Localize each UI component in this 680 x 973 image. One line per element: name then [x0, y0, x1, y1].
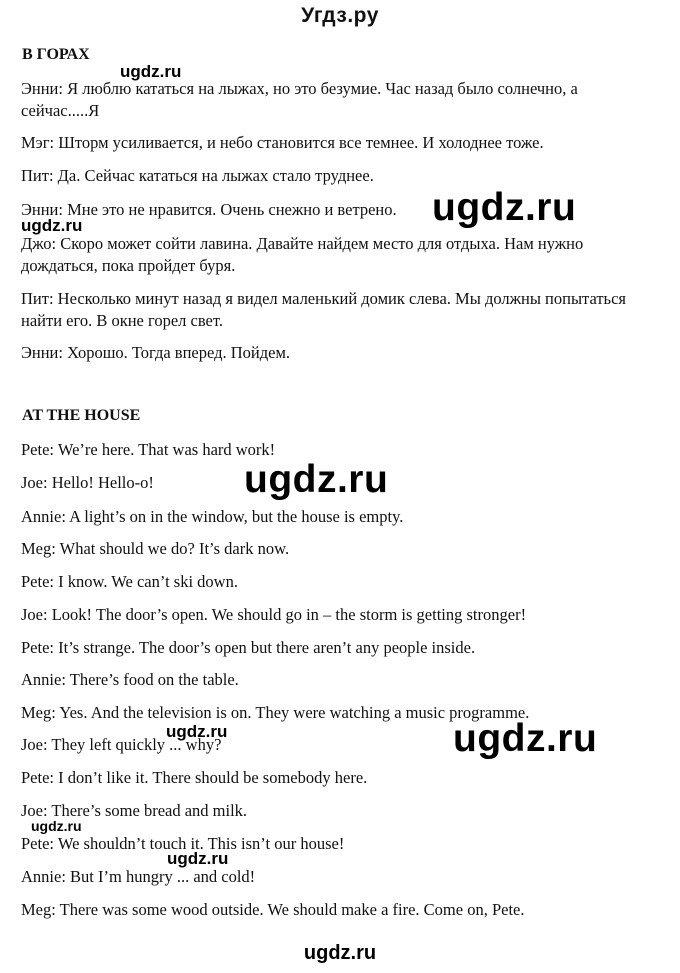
watermark: ugdz.ru — [432, 186, 577, 229]
watermark: ugdz.ru — [167, 849, 229, 868]
dialogue-line: Мэг: Шторм усиливается, и небо становится все темнее. И холоднее тоже. — [21, 133, 544, 152]
dialogue-line: Pete: We’re here. That was hard work! — [21, 440, 276, 459]
dialogue-line: Joe: They left quickly ... why? — [21, 735, 222, 754]
section-title-house: AT THE HOUSE — [22, 407, 141, 424]
site-header: Угдз.ру — [301, 4, 379, 27]
dialogue-line: Meg: Yes. And the television is on. They were watching a music programme. — [21, 703, 530, 722]
dialogue-line: Pete: We shouldn’t touch it. This isn’t our house! — [21, 834, 345, 853]
dialogue-line: Annie: There’s food on the table. — [21, 670, 239, 689]
watermark: ugdz.ru — [21, 216, 83, 235]
dialogue-line: Joe: There’s some bread and milk. — [21, 801, 248, 820]
watermark: ugdz.ru — [453, 717, 598, 760]
dialogue-line: Annie: But I’m hungry ... and cold! — [21, 867, 256, 886]
section-title-mountains: В ГОРАХ — [22, 46, 90, 63]
dialogue-line: Pete: I don’t like it. There should be somebody here. — [21, 768, 368, 787]
watermark: ugdz.ru — [244, 458, 389, 501]
dialogue-line: Meg: There was some wood outside. We should make a fire. Come on, Pete. — [21, 900, 525, 919]
dialogue-line: Пит: Да. Сейчас кататься на лыжах стало труднее. — [21, 166, 374, 185]
dialogue-line: Пит: Несколько минут назад я видел маленький домик слева. Мы должны попытаться найти его. В окне горел свет. — [21, 289, 626, 330]
dialogue-line: Joe: Hello! Hello-o! — [21, 473, 154, 492]
watermark: ugdz.ru — [31, 818, 82, 834]
dialogue-line: Джо: Скоро может сойти лавина. Давайте найдем место для отдыха. Нам нужно дождаться, пока пройдет буря. — [21, 234, 584, 275]
dialogue-line: Pete: It’s strange. The door’s open but there aren’t any people inside. — [21, 638, 476, 657]
dialogue-line: Pete: I know. We can’t ski down. — [21, 572, 238, 591]
watermark: ugdz.ru — [120, 62, 182, 81]
dialogue-line: Энни: Я люблю кататься на лыжах, но это безумие. Час назад было солнечно, а сейчас.....Я — [21, 79, 578, 120]
dialogue-line: Annie: A light’s on in the window, but the house is empty. — [21, 507, 404, 526]
dialogue-line: Joe: Look! The door’s open. We should go in – the storm is getting stronger! — [21, 605, 527, 624]
dialogue-line: Энни: Мне это не нравится. Очень снежно и ветрено. — [21, 200, 397, 219]
dialogue-line: Meg: What should we do? It’s dark now. — [21, 539, 290, 558]
dialogue-line: Энни: Хорошо. Тогда вперед. Пойдем. — [21, 343, 291, 362]
watermark: ugdz.ru — [303, 942, 377, 964]
watermark: ugdz.ru — [166, 722, 228, 741]
